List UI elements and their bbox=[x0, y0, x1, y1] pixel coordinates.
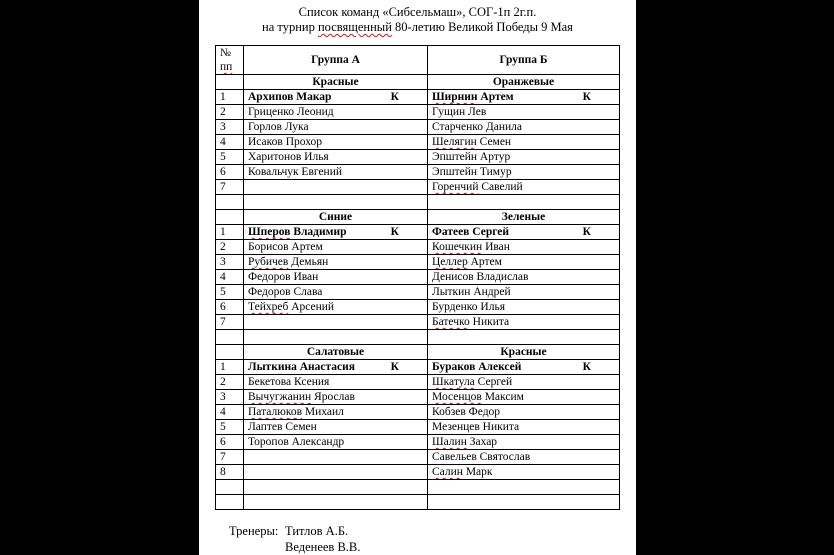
player-name-a bbox=[244, 420, 428, 435]
player-name-b bbox=[428, 225, 620, 240]
table-row bbox=[216, 150, 620, 165]
row-number: 6 bbox=[216, 435, 244, 450]
table-row bbox=[216, 450, 620, 465]
player-name-text: Паталюков Михаил bbox=[248, 406, 344, 418]
blank-cell bbox=[244, 495, 428, 510]
blank-cell bbox=[428, 495, 620, 510]
subtitle-part-3: 80-летию Великой Победы 9 Мая bbox=[391, 20, 573, 34]
table-row bbox=[216, 135, 620, 150]
player-name-a bbox=[244, 180, 428, 195]
table-row bbox=[216, 120, 620, 135]
row-number: 1 bbox=[216, 225, 244, 240]
table-row bbox=[216, 405, 620, 420]
player-name-text: Торопов Александр bbox=[248, 436, 345, 448]
player-name-text: Бураков Алексей bbox=[432, 361, 522, 373]
table-row bbox=[216, 240, 620, 255]
row-number: 2 bbox=[216, 375, 244, 390]
document-page bbox=[199, 0, 636, 555]
player-name-text: Эпштейн Артур bbox=[432, 151, 511, 163]
player-name-text: Шперов Владимир bbox=[248, 226, 347, 238]
table-row bbox=[216, 465, 620, 480]
row-number: 1 bbox=[216, 360, 244, 375]
player-name-text: Федоров Иван bbox=[248, 271, 319, 283]
player-name-a bbox=[244, 315, 428, 330]
team-header-spacer bbox=[216, 210, 244, 225]
team-header-row bbox=[216, 345, 620, 360]
table-row bbox=[216, 90, 620, 105]
blank-row bbox=[216, 480, 620, 495]
table-row bbox=[216, 165, 620, 180]
player-name-b bbox=[428, 135, 620, 150]
player-name-text: Фатеев Сергей bbox=[432, 226, 510, 238]
row-number: 6 bbox=[216, 300, 244, 315]
player-name-text: Борисов Артем bbox=[248, 241, 323, 253]
row-number: 3 bbox=[216, 120, 244, 135]
player-name-b bbox=[428, 360, 620, 375]
row-number: 1 bbox=[216, 90, 244, 105]
player-name-text: Лыткин Андрей bbox=[432, 286, 511, 298]
player-name-a bbox=[244, 300, 428, 315]
table-row bbox=[216, 105, 620, 120]
blank-cell bbox=[216, 330, 244, 345]
player-name-b bbox=[428, 105, 620, 120]
blank-cell bbox=[216, 195, 244, 210]
player-name-text: Рубичев Демьян bbox=[248, 256, 329, 268]
team-name-b: Красные bbox=[428, 345, 620, 360]
blank-row bbox=[216, 330, 620, 345]
blank-cell bbox=[428, 480, 620, 495]
blank-cell bbox=[216, 480, 244, 495]
row-number: 5 bbox=[216, 150, 244, 165]
player-name-a bbox=[244, 285, 428, 300]
player-name-text: Федоров Слава bbox=[248, 286, 323, 298]
captain-mark: К bbox=[582, 91, 591, 103]
blank-cell bbox=[428, 330, 620, 345]
team-name-a: Салатовые bbox=[244, 345, 428, 360]
player-name-text: Тейхреб Арсений bbox=[248, 301, 335, 313]
player-name-a bbox=[244, 390, 428, 405]
player-name-text: Целлер Артем bbox=[432, 256, 502, 268]
blank-cell bbox=[216, 495, 244, 510]
table-row bbox=[216, 300, 620, 315]
subtitle-part-2: посвященный bbox=[317, 20, 392, 34]
coaches-block bbox=[229, 523, 360, 555]
player-name-text: Гущин Лев bbox=[432, 106, 487, 118]
player-name-a bbox=[244, 450, 428, 465]
captain-mark: К bbox=[582, 361, 591, 373]
player-name-b bbox=[428, 150, 620, 165]
doc-title: Список команд «Сибсельмаш», СОГ-1п 2г.п. bbox=[298, 5, 537, 19]
coach-name: Титлов А.Б. bbox=[285, 524, 349, 538]
coach-name: Веденеев В.В. bbox=[285, 540, 361, 554]
roster-table bbox=[215, 45, 620, 510]
table-row bbox=[216, 225, 620, 240]
player-name-text: Шалин Захар bbox=[432, 436, 498, 448]
blank-cell bbox=[428, 195, 620, 210]
blank-cell bbox=[244, 480, 428, 495]
player-name-a bbox=[244, 405, 428, 420]
player-name-text: Эпштейн Тимур bbox=[432, 166, 512, 178]
player-name-b bbox=[428, 315, 620, 330]
row-number: 4 bbox=[216, 270, 244, 285]
table-row bbox=[216, 315, 620, 330]
player-name-b bbox=[428, 120, 620, 135]
player-name-a bbox=[244, 270, 428, 285]
player-name-text: Денисов Владислав bbox=[432, 271, 529, 283]
subtitle-part-1: на турнир bbox=[262, 20, 318, 34]
player-name-b bbox=[428, 255, 620, 270]
player-name-a bbox=[244, 465, 428, 480]
row-number: 8 bbox=[216, 465, 244, 480]
captain-mark: К bbox=[390, 226, 399, 238]
row-number: 5 bbox=[216, 285, 244, 300]
player-name-a bbox=[244, 255, 428, 270]
row-number: 4 bbox=[216, 135, 244, 150]
row-number: 2 bbox=[216, 105, 244, 120]
player-name-a bbox=[244, 90, 428, 105]
player-name-a bbox=[244, 360, 428, 375]
doc-subtitle bbox=[199, 20, 636, 35]
player-name-text: Бекетова Ксения bbox=[248, 376, 330, 388]
player-name-text: Ковальчук Евгений bbox=[248, 166, 343, 178]
player-name-text: Старченко Данила bbox=[432, 121, 523, 133]
player-name-b bbox=[428, 90, 620, 105]
player-name-b bbox=[428, 270, 620, 285]
player-name-text: Мезенцев Никита bbox=[432, 421, 520, 433]
player-name-b bbox=[428, 240, 620, 255]
team-header-spacer bbox=[216, 75, 244, 90]
blank-cell bbox=[244, 330, 428, 345]
player-name-text: Горлов Лука bbox=[248, 121, 309, 133]
player-name-b bbox=[428, 405, 620, 420]
table-row bbox=[216, 255, 620, 270]
player-name-b bbox=[428, 300, 620, 315]
row-number: 7 bbox=[216, 450, 244, 465]
row-number: 3 bbox=[216, 390, 244, 405]
player-name-text: Горенчий Савелий bbox=[432, 181, 523, 193]
team-header-row bbox=[216, 210, 620, 225]
player-name-a bbox=[244, 375, 428, 390]
player-name-b bbox=[428, 180, 620, 195]
num-header-abbr: пп bbox=[220, 61, 233, 73]
row-number: 5 bbox=[216, 420, 244, 435]
team-name-a: Синие bbox=[244, 210, 428, 225]
player-name-text: Салин Марк bbox=[432, 466, 493, 478]
row-number: 4 bbox=[216, 405, 244, 420]
team-header-spacer bbox=[216, 345, 244, 360]
player-name-text: Шкатула Сергей bbox=[432, 376, 513, 388]
player-name-text: Бурденко Илья bbox=[432, 301, 505, 313]
player-name-a bbox=[244, 120, 428, 135]
player-name-b bbox=[428, 465, 620, 480]
row-number: 2 bbox=[216, 240, 244, 255]
player-name-text: Кошечкин Иван bbox=[432, 241, 510, 253]
blank-cell bbox=[244, 195, 428, 210]
player-name-text: Шелягин Семен bbox=[432, 136, 512, 148]
player-name-a bbox=[244, 240, 428, 255]
captain-mark: К bbox=[390, 91, 399, 103]
player-name-b bbox=[428, 390, 620, 405]
player-name-text: Гриценко Леонид bbox=[248, 106, 334, 118]
player-name-b bbox=[428, 450, 620, 465]
team-name-b: Оранжевые bbox=[428, 75, 620, 90]
captain-mark: К bbox=[582, 226, 591, 238]
player-name-text: Харитонов Илья bbox=[248, 151, 329, 163]
group-a-header: Группа А bbox=[244, 46, 428, 75]
table-row bbox=[216, 180, 620, 195]
team-name-b: Зеленые bbox=[428, 210, 620, 225]
table-row bbox=[216, 270, 620, 285]
player-name-text: Лаптев Семен bbox=[248, 421, 317, 433]
table-header-row bbox=[216, 46, 620, 75]
blank-row bbox=[216, 495, 620, 510]
player-name-b bbox=[428, 435, 620, 450]
table-row bbox=[216, 375, 620, 390]
team-name-a: Красные bbox=[244, 75, 428, 90]
player-name-text: Архипов Макар bbox=[248, 91, 332, 103]
row-number: 7 bbox=[216, 180, 244, 195]
num-header bbox=[216, 46, 244, 75]
table-row bbox=[216, 435, 620, 450]
player-name-text: Вычугжанин Ярослав bbox=[248, 391, 355, 403]
player-name-text: Исаков Прохор bbox=[248, 136, 323, 148]
player-name-text: Савельев Святослав bbox=[432, 451, 531, 463]
player-name-a bbox=[244, 165, 428, 180]
team-header-row bbox=[216, 75, 620, 90]
player-name-a bbox=[244, 135, 428, 150]
row-number: 7 bbox=[216, 315, 244, 330]
player-name-a bbox=[244, 150, 428, 165]
captain-mark: К bbox=[390, 361, 399, 373]
blank-row bbox=[216, 195, 620, 210]
player-name-text: Мосенцов Максим bbox=[432, 391, 524, 403]
table-row bbox=[216, 360, 620, 375]
player-name-b bbox=[428, 375, 620, 390]
player-name-b bbox=[428, 420, 620, 435]
player-name-text: Лыткина Анастасия bbox=[248, 361, 355, 373]
num-header-symbol: № bbox=[220, 47, 231, 59]
player-name-text: Кобзев Федор bbox=[432, 406, 501, 418]
row-number: 6 bbox=[216, 165, 244, 180]
table-row bbox=[216, 390, 620, 405]
player-name-a bbox=[244, 105, 428, 120]
player-name-a bbox=[244, 225, 428, 240]
table-row bbox=[216, 420, 620, 435]
player-name-text: Батечко Никита bbox=[432, 316, 510, 328]
player-name-b bbox=[428, 285, 620, 300]
player-name-a bbox=[244, 435, 428, 450]
player-name-text: Ширнин Артем bbox=[432, 91, 514, 103]
table-row bbox=[216, 285, 620, 300]
coaches-label: Тренеры: bbox=[229, 524, 279, 538]
player-name-b bbox=[428, 165, 620, 180]
row-number: 3 bbox=[216, 255, 244, 270]
group-b-header: Группа Б bbox=[428, 46, 620, 75]
